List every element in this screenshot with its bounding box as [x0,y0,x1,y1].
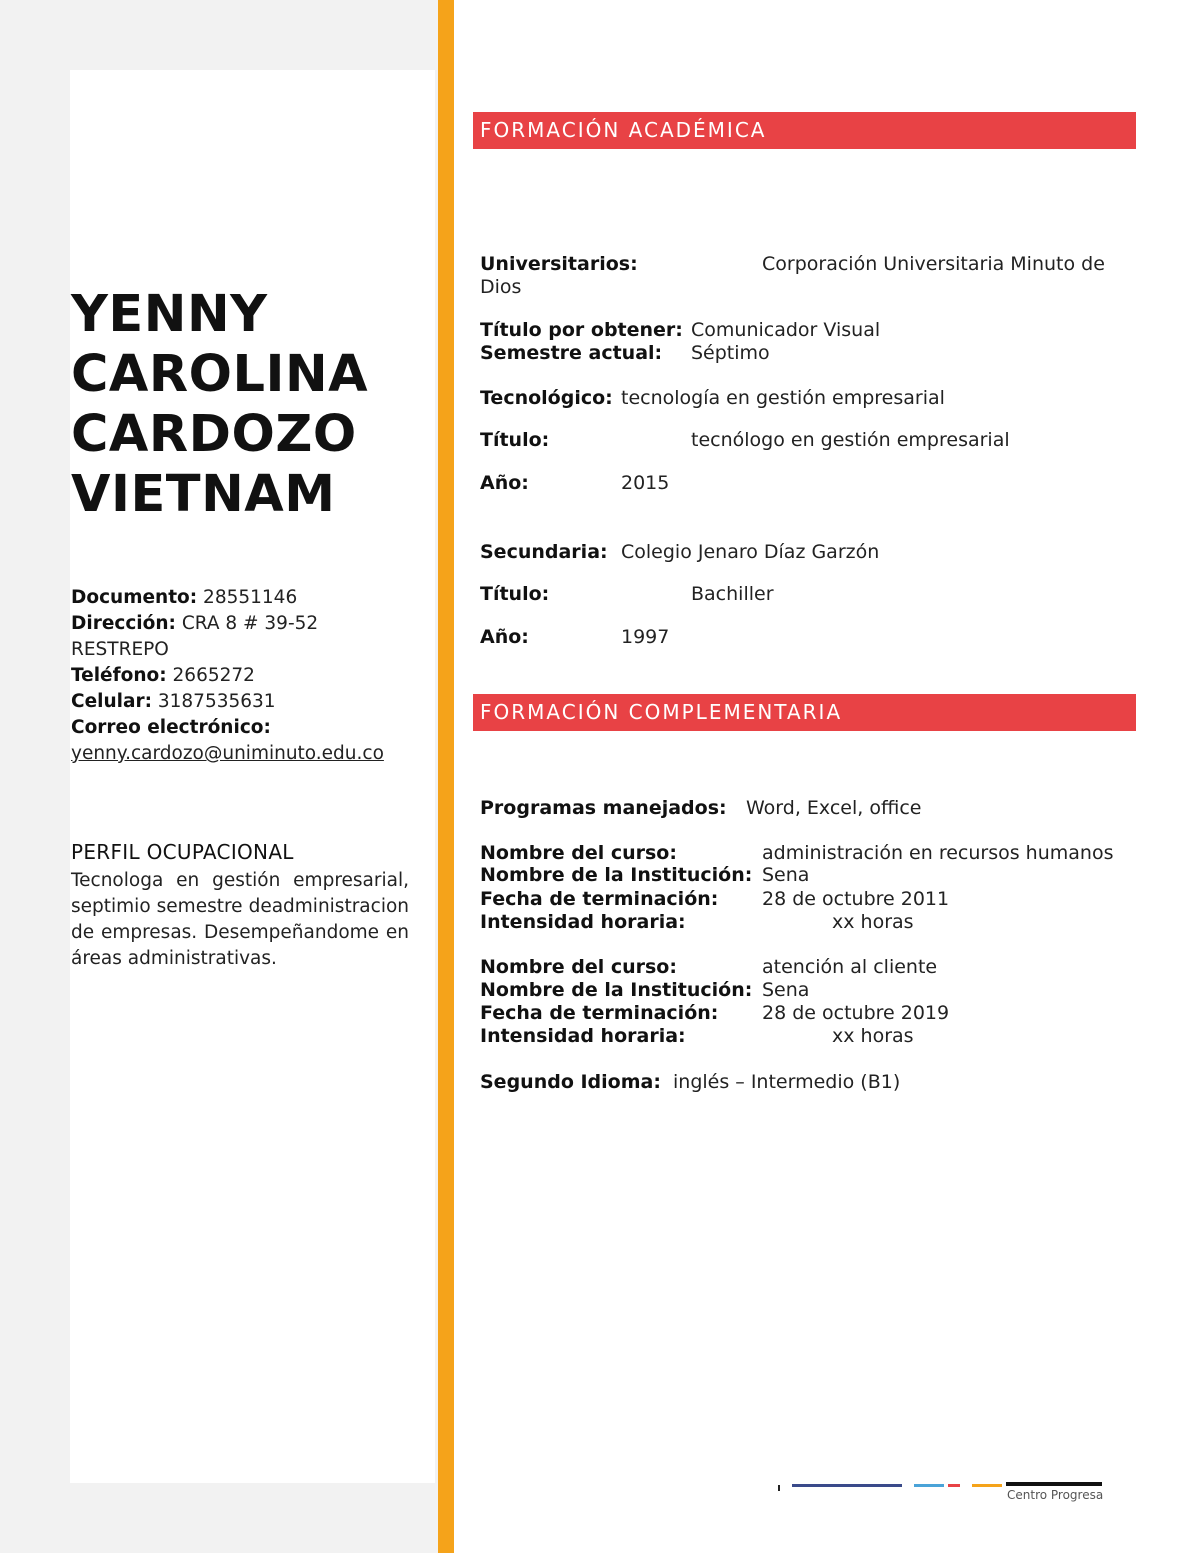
titulo-sec-value: Bachiller [691,583,774,605]
logo-mark [948,1484,960,1487]
contact-block [71,585,411,767]
curso-value: administración en recursos humanos [762,842,1114,864]
semestre-value: Séptimo [691,342,770,364]
institucion-label: Nombre de la Institución: [480,979,753,1001]
profile-title: PERFIL OCUPACIONAL [71,840,294,864]
name-line: VIETNAM [71,465,336,524]
profile-text: Tecnologa en gestión empresarial, septimio semestre deadministracion de empresas. Desempeñandome en áreas administrativas. [71,870,409,969]
secundaria-value: Colegio Jenaro Díaz Garzón [621,541,880,563]
documento-line: Documento: 28551146 [71,587,298,608]
logo-mark [914,1484,944,1487]
logo-mark [792,1484,902,1487]
tecnologico-label: Tecnológico: [480,387,613,409]
titulo-tec-value: tecnólogo en gestión empresarial [691,429,1010,451]
universitarios-cont: Dios [480,276,522,298]
name-line: YENNY [71,285,268,344]
institucion-label: Nombre de la Institución: [480,864,753,886]
idioma-value: inglés – Intermedio (B1) [673,1071,901,1093]
intensidad-value: xx horas [832,911,914,933]
institucion-value: Sena [762,864,810,886]
fecha-label: Fecha de terminación: [480,888,719,910]
left-column-card [70,70,435,1483]
footer-logo-caption: Centro Progresa [1007,1488,1104,1502]
secundaria-label: Secundaria: [480,541,608,563]
intensidad-label: Intensidad horaria: [480,911,686,933]
titulo-sec-label: Título: [480,583,550,605]
tecnologico-value: tecnología en gestión empresarial [621,387,945,409]
intensidad-value: xx horas [832,1025,914,1047]
celular-line: Celular: 3187535631 [71,691,276,712]
ano-tec-value: 2015 [621,472,670,494]
fecha-label: Fecha de terminación: [480,1002,719,1024]
ano-tec-label: Año: [480,472,529,494]
ano-sec-value: 1997 [621,626,670,648]
programas-value: Word, Excel, office [746,797,922,819]
institucion-value: Sena [762,979,810,1001]
section-header-complementary: FORMACIÓN COMPLEMENTARIA [473,694,1136,731]
telefono-line: Teléfono: 2665272 [71,665,255,686]
name-line: CARDOZO [71,405,357,464]
fecha-value: 28 de octubre 2011 [762,888,950,910]
direccion-line: Dirección: CRA 8 # 39-52 [71,613,319,634]
curso-label: Nombre del curso: [480,956,677,978]
intensidad-label: Intensidad horaria: [480,1025,686,1047]
orange-divider-bar [438,0,454,1553]
programas-label: Programas manejados: [480,797,727,819]
logo-mark [972,1484,1002,1487]
universitarios-label: Universitarios: [480,253,638,275]
logo-mark [778,1485,780,1491]
idioma-label: Segundo Idioma: [480,1071,661,1093]
curso-label: Nombre del curso: [480,842,677,864]
curso-value: atención al cliente [762,956,938,978]
titulo-tec-label: Título: [480,429,550,451]
candidate-name [71,285,431,525]
titulo-obtener-label: Título por obtener: [480,319,683,341]
semestre-label: Semestre actual: [480,342,663,364]
fecha-value: 28 de octubre 2019 [762,1002,950,1024]
correo-label: Correo electrónico: [71,717,271,738]
name-line: CAROLINA [71,345,369,404]
titulo-obtener-value: Comunicador Visual [691,319,881,341]
section-header-academic: FORMACIÓN ACADÉMICA [473,112,1136,149]
universitarios-value: Corporación Universitaria Minuto de [762,253,1105,275]
direccion-cont: RESTREPO [71,639,169,660]
email-link[interactable]: yenny.cardozo@uniminuto.edu.co [71,743,384,764]
logo-mark [1006,1482,1102,1486]
ano-sec-label: Año: [480,626,529,648]
